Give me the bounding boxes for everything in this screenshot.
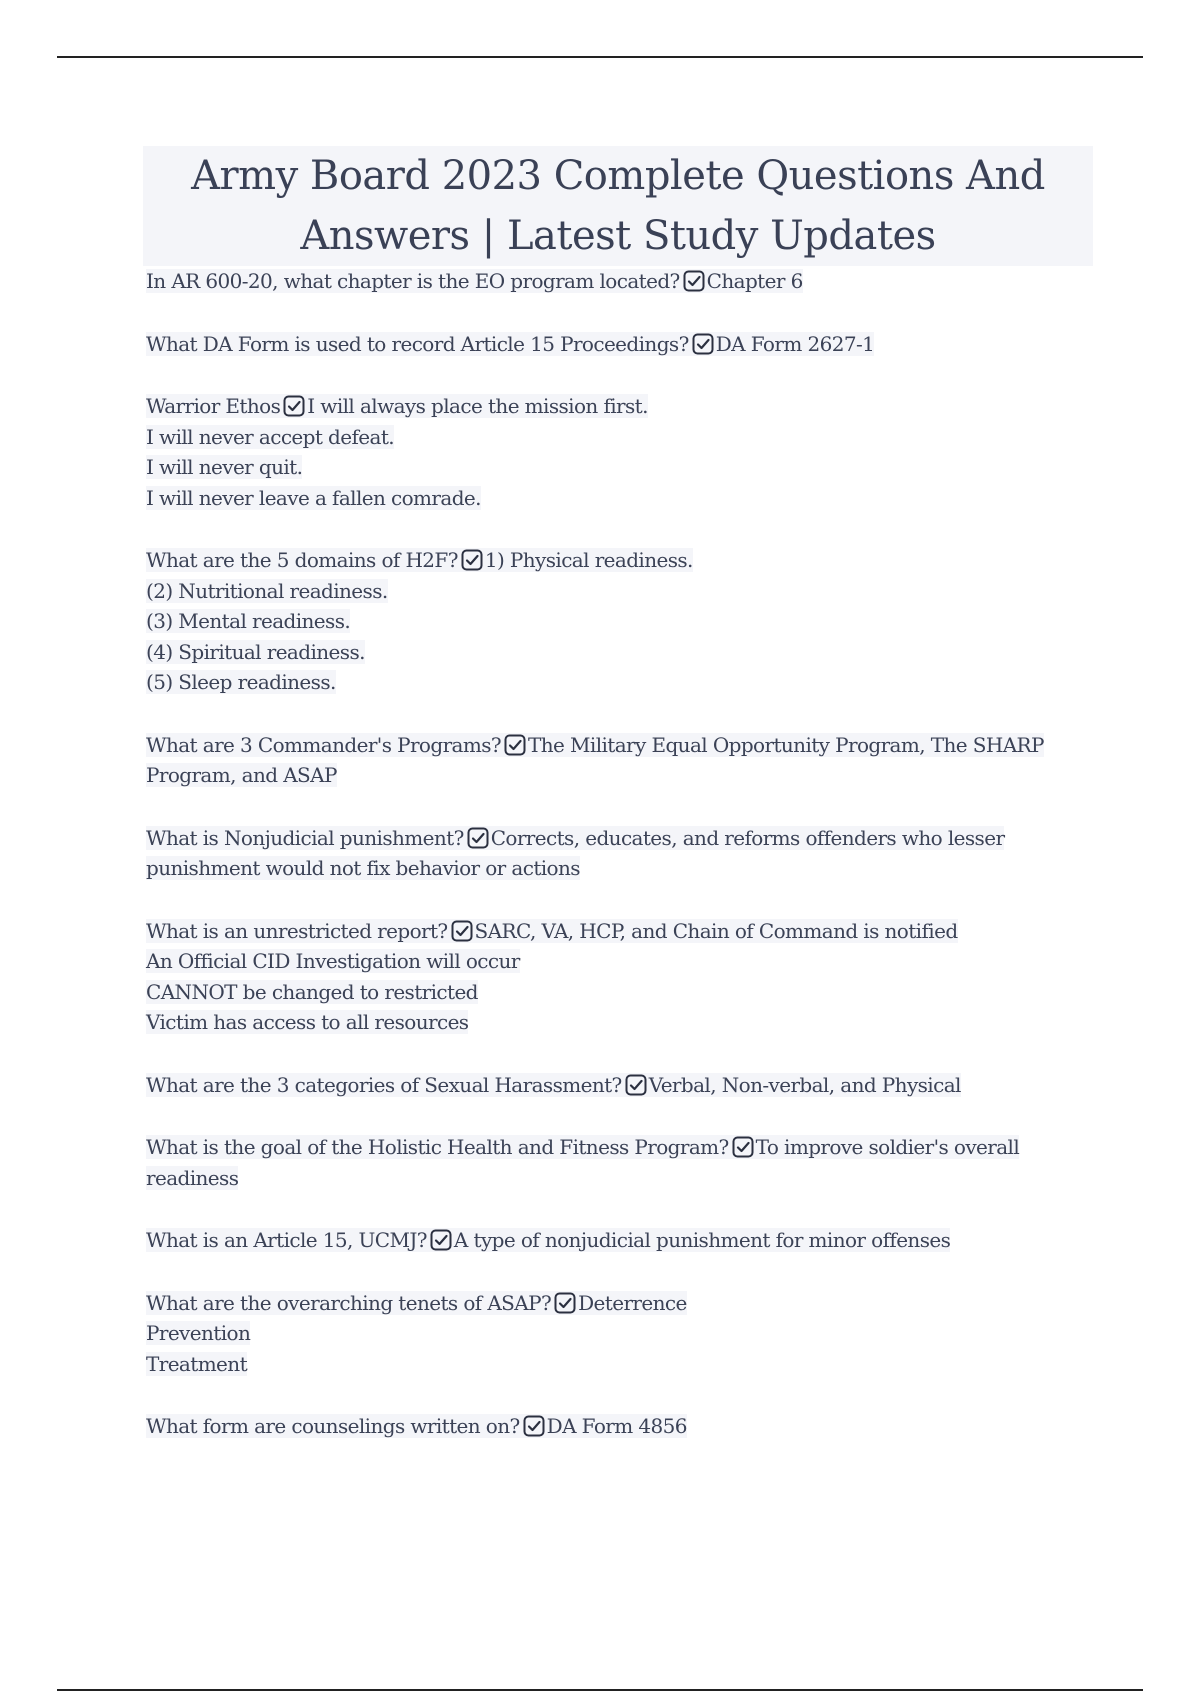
answer-text: An Official CID Investigation will occur [146, 949, 520, 973]
qa-first-line [146, 1288, 1096, 1319]
qa-item [146, 266, 1096, 297]
qa-first-line [146, 266, 1096, 297]
answer-text: DA Form 2627-1 [715, 331, 875, 356]
checkbox-checked-icon [523, 1415, 545, 1437]
qa-highlight [146, 1228, 950, 1252]
checkbox-checked-icon [461, 549, 483, 571]
answer-text: Prevention [146, 1321, 251, 1345]
answer-text: I will never leave a fallen comrade. [146, 485, 481, 510]
answer-text: Treatment [146, 1351, 248, 1376]
question-text: What is Nonjudicial punishment? [146, 825, 464, 850]
answer-continuation-line [146, 1318, 1096, 1349]
qa-item [146, 391, 1096, 513]
answer-text: Verbal, Non-verbal, and Physical [648, 1072, 961, 1097]
answer-text: Corrects, educates, and reforms offenders who lesser [490, 825, 1005, 850]
answer-text: I will never accept defeat. [146, 424, 395, 449]
checkbox-checked-icon [430, 1229, 452, 1251]
answer-continuation-line [146, 1349, 1096, 1380]
answer-text: punishment would not fix behavior or actions [146, 856, 580, 880]
question-text: In AR 600-20, what chapter is the EO program located? [146, 269, 680, 293]
answer-text: 1) Physical readiness. [484, 548, 693, 572]
qa-highlight [146, 332, 874, 356]
qa-item [146, 1288, 1096, 1380]
answer-text: I will never quit. [146, 455, 303, 479]
title-line-2: Answers | Latest Study Updates [300, 213, 936, 259]
header-rule [57, 56, 1143, 58]
qa-first-line [146, 730, 1096, 761]
checkbox-checked-icon [683, 270, 705, 292]
qa-first-line [146, 823, 1096, 854]
qa-item [146, 1225, 1096, 1256]
question-text: What is the goal of the Holistic Health and Fitness Program? [146, 1135, 729, 1159]
footer-rule [57, 1689, 1143, 1691]
checkbox-checked-icon [732, 1136, 754, 1158]
checkbox-checked-icon [451, 920, 473, 942]
answer-continuation-line [146, 483, 1096, 514]
question-text: What are the 5 domains of H2F? [146, 548, 458, 572]
qa-highlight [146, 1073, 961, 1097]
qa-list [146, 266, 1096, 1474]
question-text: What are 3 Commander's Programs? [146, 732, 502, 757]
qa-item [146, 823, 1096, 884]
qa-first-line [146, 1225, 1096, 1256]
qa-first-line [146, 1411, 1096, 1442]
checkbox-checked-icon [625, 1074, 647, 1096]
answer-continuation-line [146, 422, 1096, 453]
answer-continuation-line [146, 452, 1096, 483]
checkbox-checked-icon [692, 333, 714, 355]
qa-highlight [146, 269, 803, 293]
answer-text: (3) Mental readiness. [146, 609, 351, 633]
qa-item [146, 329, 1096, 360]
question-text: Warrior Ethos [146, 394, 281, 418]
qa-highlight [146, 394, 648, 418]
answer-continuation-line [146, 760, 1096, 791]
qa-first-line [146, 329, 1096, 360]
answer-text: The Military Equal Opportunity Program, The SHARP [528, 732, 1044, 757]
qa-item [146, 545, 1096, 698]
qa-item [146, 1411, 1096, 1442]
question-text: What DA Form is used to record Article 15 Proceedings? [146, 331, 689, 356]
question-text: What are the 3 categories of Sexual Harassment? [146, 1072, 622, 1097]
qa-first-line [146, 916, 1096, 947]
qa-highlight [146, 919, 958, 943]
qa-first-line [146, 545, 1096, 576]
qa-first-line [146, 391, 1096, 422]
checkbox-checked-icon [467, 827, 489, 849]
answer-text: A type of nonjudicial punishment for minor offenses [453, 1228, 951, 1252]
qa-highlight [146, 733, 1044, 757]
question-text: What is an Article 15, UCMJ? [146, 1228, 427, 1252]
qa-item [146, 1070, 1096, 1101]
qa-highlight [146, 1291, 687, 1315]
answer-text: Victim has access to all resources [146, 1010, 469, 1034]
qa-item [146, 730, 1096, 791]
title-block [143, 146, 1093, 266]
answer-text: Program, and ASAP [146, 763, 337, 787]
answer-continuation-line [146, 1007, 1096, 1038]
page-title [191, 146, 1045, 266]
answer-continuation-line [146, 606, 1096, 637]
answer-continuation-line [146, 853, 1096, 884]
question-text: What is an unrestricted report? [146, 918, 448, 943]
answer-text: CANNOT be changed to restricted [146, 979, 478, 1004]
qa-item [146, 916, 1096, 1038]
answer-text: (2) Nutritional readiness. [146, 578, 388, 603]
checkbox-checked-icon [554, 1292, 576, 1314]
answer-text: To improve soldier's overall readiness [146, 1135, 1020, 1190]
checkbox-checked-icon [283, 395, 305, 417]
answer-text: (4) Spiritual readiness. [146, 639, 365, 664]
qa-first-line [146, 1070, 1096, 1101]
checkbox-checked-icon [504, 734, 526, 756]
qa-highlight [146, 826, 1004, 850]
answer-continuation-line [146, 637, 1096, 668]
answer-continuation-line [146, 576, 1096, 607]
qa-highlight [146, 548, 693, 572]
answer-text: I will always place the mission first. [307, 394, 648, 418]
question-text: What form are counselings written on? [146, 1414, 520, 1438]
answer-continuation-line [146, 667, 1096, 698]
qa-highlight [146, 1414, 687, 1438]
answer-text: Deterrence [578, 1290, 687, 1315]
title-line-1: Army Board 2023 Complete Questions And [191, 153, 1045, 199]
answer-text: Chapter 6 [706, 269, 803, 293]
question-text: What are the overarching tenets of ASAP? [146, 1290, 552, 1315]
answer-continuation-line [146, 977, 1096, 1008]
answer-continuation-line [146, 946, 1096, 977]
qa-first-line [146, 1132, 1096, 1193]
qa-highlight [146, 1135, 1019, 1190]
answer-text: (5) Sleep readiness. [146, 670, 336, 694]
answer-text: DA Form 4856 [546, 1414, 687, 1438]
answer-text: SARC, VA, HCP, and Chain of Command is notified [474, 918, 958, 943]
qa-item [146, 1132, 1096, 1193]
